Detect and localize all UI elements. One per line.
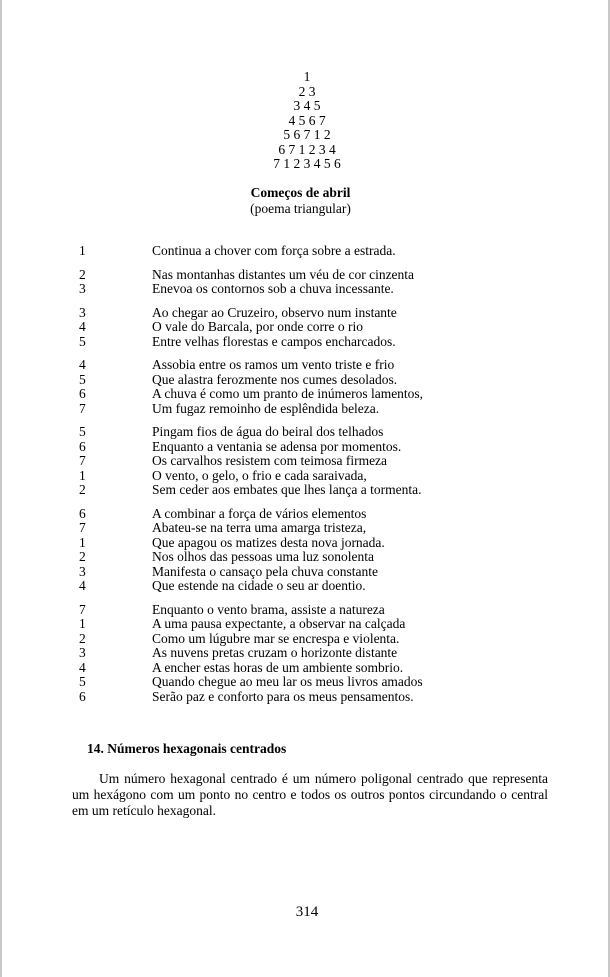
poem-stanza bbox=[2, 425, 610, 498]
poem-line bbox=[2, 282, 610, 297]
line-number: 5 bbox=[79, 674, 86, 689]
line-number: 7 bbox=[79, 400, 86, 416]
poem-line bbox=[2, 603, 610, 618]
line-number: 7 bbox=[79, 453, 86, 468]
line-number: 2 bbox=[79, 549, 86, 564]
poem-stanza bbox=[2, 268, 610, 297]
number-triangle bbox=[2, 70, 610, 172]
line-text: Pingam fios de água do beiral dos telhados bbox=[152, 424, 384, 439]
line-number: 6 bbox=[79, 386, 86, 401]
line-number: 2 bbox=[79, 266, 86, 282]
poem-line bbox=[2, 335, 610, 350]
line-text: Enevoa os contornos sob a chuva incessante. bbox=[152, 281, 394, 296]
line-text: A uma pausa expectante, a observar na calçada bbox=[152, 616, 406, 631]
poem-line bbox=[2, 268, 610, 283]
line-text: Nos olhos das pessoas uma luz sonolenta bbox=[152, 549, 374, 564]
line-text: Um fugaz remoinho de esplêndida beleza. bbox=[152, 400, 380, 416]
line-number: 7 bbox=[79, 520, 86, 535]
line-text: Que alastra ferozmente nos cumes desolados. bbox=[152, 371, 398, 387]
triangle-line: 4 5 6 7 bbox=[288, 112, 326, 128]
poem-line bbox=[2, 306, 610, 321]
line-text: A encher estas horas de um ambiente sombrio. bbox=[152, 659, 404, 675]
poem-line bbox=[2, 579, 610, 594]
line-text: Manifesta o cansaço pela chuva constante bbox=[152, 563, 379, 579]
page-number: 314 bbox=[295, 904, 319, 920]
line-text: Serão paz e conforto para os meus pensamentos. bbox=[152, 688, 414, 704]
triangle-line: 1 bbox=[303, 69, 311, 84]
line-text: A chuva é como um pranto de inúmeros lamentos, bbox=[152, 386, 424, 401]
poem-line bbox=[2, 565, 610, 580]
triangle-line: 3 4 5 bbox=[293, 98, 321, 113]
line-number: 2 bbox=[79, 482, 86, 497]
poem-line bbox=[2, 521, 610, 536]
line-number: 7 bbox=[79, 601, 86, 617]
line-text: Enquanto a ventania se adensa por momentos. bbox=[152, 438, 402, 454]
line-text: Sem ceder aos embates que lhes lança a tormenta. bbox=[152, 482, 422, 497]
line-number: 2 bbox=[79, 630, 86, 646]
poem-line bbox=[2, 469, 610, 484]
line-text: Abateu-se na terra uma amarga tristeza, bbox=[152, 520, 367, 535]
line-text: Nas montanhas distantes um véu de cor cinzenta bbox=[152, 266, 415, 282]
line-text: Ao chegar ao Cruzeiro, observo num instante bbox=[152, 304, 397, 320]
line-number: 4 bbox=[79, 357, 86, 372]
line-text: Enquanto o vento brama, assiste a natureza bbox=[152, 601, 385, 617]
line-number: 4 bbox=[79, 578, 86, 593]
line-text: A combinar a força de vários elementos bbox=[152, 505, 367, 521]
line-number: 5 bbox=[79, 371, 86, 387]
poem-stanza bbox=[2, 603, 610, 705]
poem-line bbox=[2, 387, 610, 402]
poem-line bbox=[2, 507, 610, 522]
line-text: Assobia entre os ramos um vento triste e frio bbox=[152, 357, 395, 372]
triangle-line: 6 7 1 2 3 4 bbox=[278, 141, 336, 157]
poem-title: Começos de abril bbox=[250, 185, 351, 200]
line-text: Quando chegue ao meu lar os meus livros amados bbox=[152, 674, 423, 689]
poem-stanza bbox=[2, 244, 610, 259]
line-number: 3 bbox=[79, 281, 86, 296]
poem-line bbox=[2, 661, 610, 676]
poem-line bbox=[2, 646, 610, 661]
line-number: 3 bbox=[79, 304, 86, 320]
poem-heading bbox=[2, 185, 599, 217]
poem-line bbox=[2, 373, 610, 388]
poem-line bbox=[2, 690, 610, 705]
poem-line bbox=[2, 550, 610, 565]
line-number: 6 bbox=[79, 438, 86, 454]
poem-line bbox=[2, 483, 610, 498]
line-text: O vento, o gelo, o frio e cada saraivada, bbox=[152, 467, 367, 483]
line-number: 6 bbox=[79, 688, 86, 704]
poem-line bbox=[2, 402, 610, 417]
line-text: Que apagou os matizes desta nova jornada. bbox=[152, 534, 385, 550]
line-number: 3 bbox=[79, 563, 86, 579]
section-heading: 14. Números hexagonais centrados bbox=[87, 741, 287, 756]
poem-subtitle: (poema triangular) bbox=[250, 201, 351, 216]
line-text: As nuvens pretas cruzam o horizonte distante bbox=[152, 645, 398, 660]
poem-line bbox=[2, 536, 610, 551]
line-number: 1 bbox=[79, 467, 86, 483]
triangle-line: 2 3 bbox=[298, 83, 316, 99]
line-number: 5 bbox=[79, 333, 86, 349]
line-number: 1 bbox=[79, 534, 86, 550]
poem-body bbox=[2, 244, 610, 713]
triangle-line: 7 1 2 3 4 5 6 bbox=[273, 156, 341, 171]
line-number: 6 bbox=[79, 505, 86, 521]
poem-line bbox=[2, 425, 610, 440]
poem-line bbox=[2, 244, 610, 259]
line-number: 1 bbox=[79, 616, 86, 631]
line-number: 1 bbox=[79, 243, 86, 258]
line-number: 4 bbox=[79, 659, 86, 675]
line-text: Entre velhas florestas e campos encharcados. bbox=[152, 333, 396, 349]
poem-line bbox=[2, 320, 610, 335]
poem-stanza bbox=[2, 507, 610, 594]
line-text: Como um lúgubre mar se encrespa e violenta. bbox=[152, 630, 400, 646]
line-text: O vale do Barcala, por onde corre o rio bbox=[152, 319, 364, 334]
poem-line bbox=[2, 675, 610, 690]
line-number: 3 bbox=[79, 645, 86, 660]
poem-line bbox=[2, 632, 610, 647]
poem-stanza bbox=[2, 358, 610, 416]
line-text: Continua a chover com força sobre a estrada. bbox=[152, 243, 396, 258]
poem-line bbox=[2, 454, 610, 469]
line-number: 5 bbox=[79, 424, 86, 439]
poem-line bbox=[2, 617, 610, 632]
line-text: Que estende na cidade o seu ar doentio. bbox=[152, 578, 366, 593]
section-paragraph: Um número hexagonal centrado é um número poligonal centrado que representa um hexágono com um ponto no centro e todos os outros pontos circundando o central em um retículo hexagonal. bbox=[72, 771, 548, 818]
poem-stanza bbox=[2, 306, 610, 350]
poem-line bbox=[2, 440, 610, 455]
triangle-line: 5 6 7 1 2 bbox=[283, 127, 331, 142]
line-text: Os carvalhos resistem com teimosa firmeza bbox=[152, 453, 388, 468]
poem-line bbox=[2, 358, 610, 373]
line-number: 4 bbox=[79, 319, 86, 334]
